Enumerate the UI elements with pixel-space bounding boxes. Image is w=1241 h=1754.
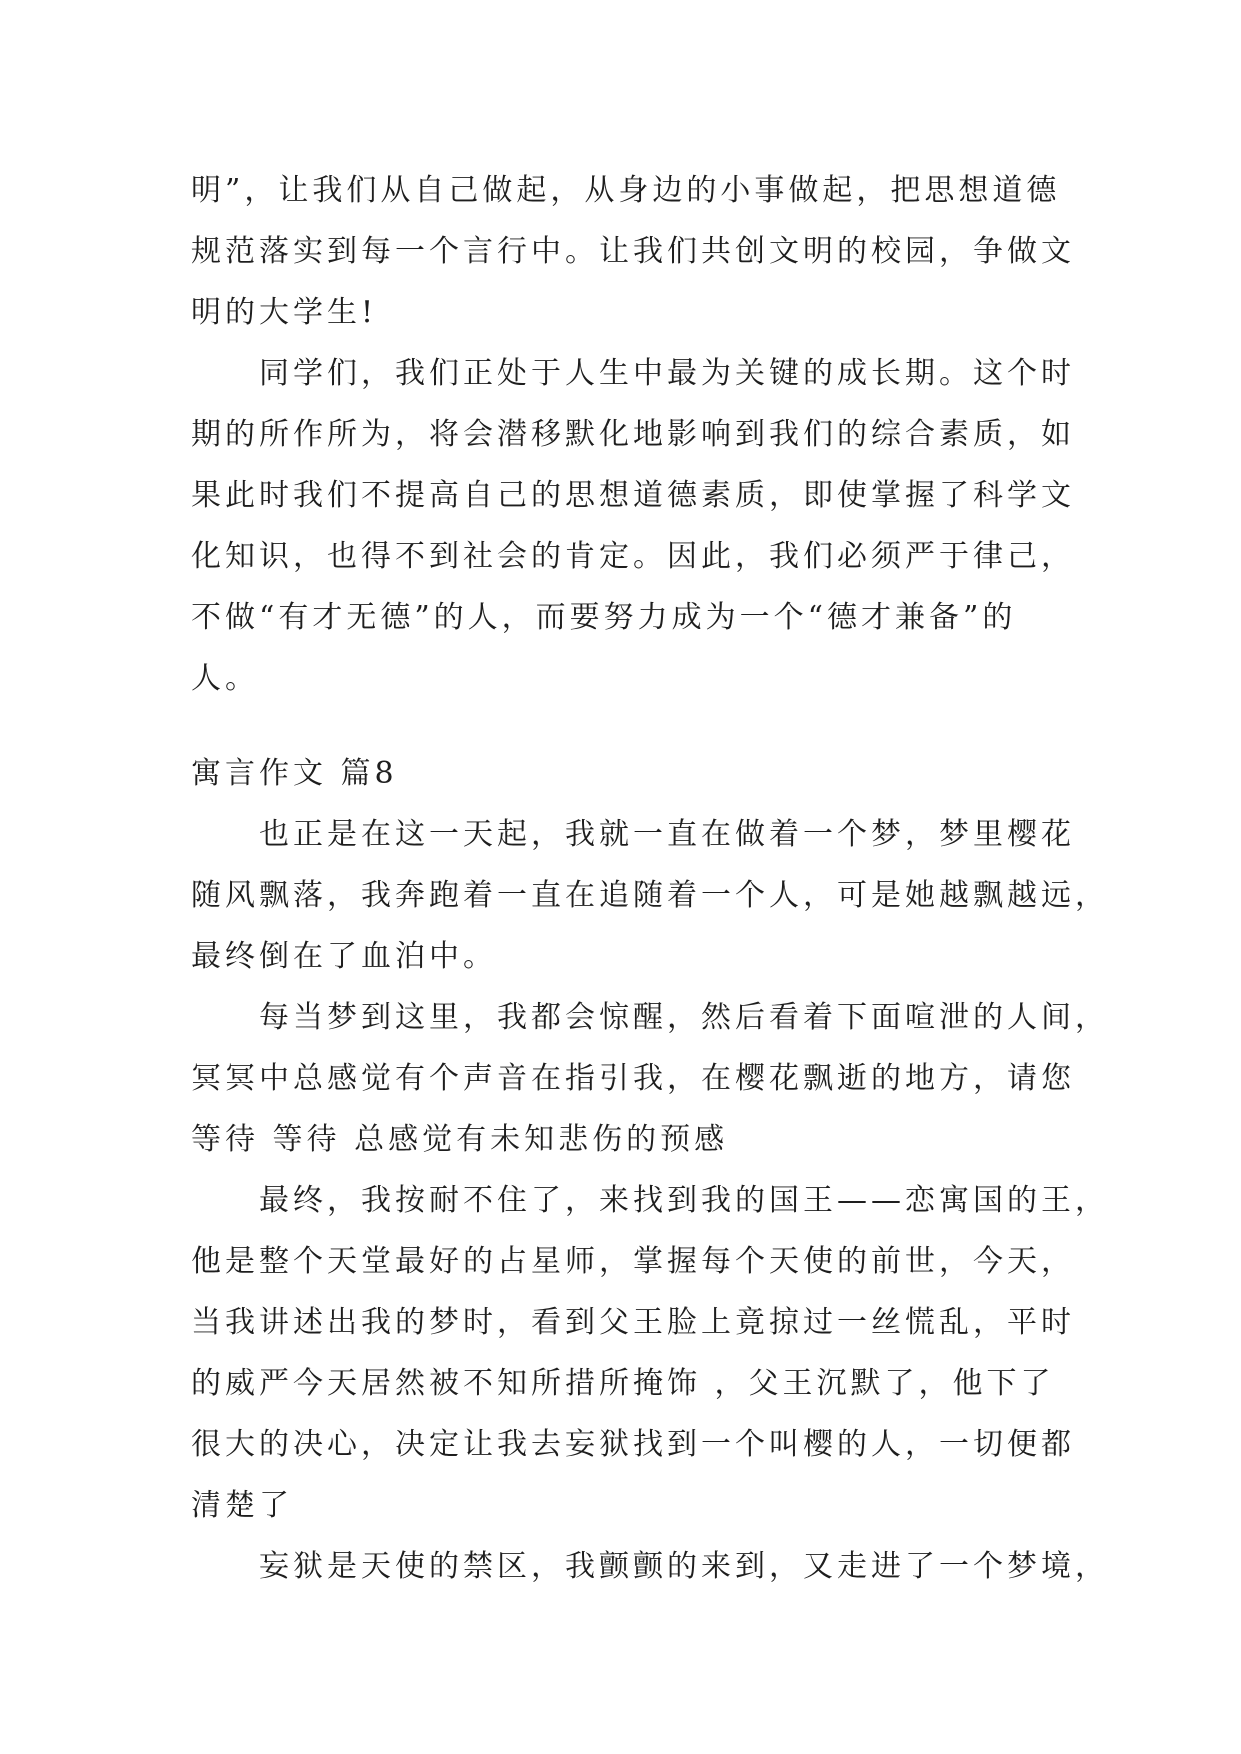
text-line: 最终，我按耐不住了，来找到我的国王——恋寓国的王， — [259, 1183, 1109, 1218]
paragraph — [191, 343, 1075, 709]
paragraph — [191, 1536, 1109, 1597]
text-line: 明的大学生! — [191, 295, 378, 330]
section-heading: 寓言作文 篇8 — [191, 756, 398, 791]
text-line: 清楚了 — [191, 1488, 293, 1523]
text-line: 随风飘落，我奔跑着一直在追随着一个人，可是她越飘越远， — [191, 878, 1109, 913]
text-line: 很大的决心，决定让我去妄狱找到一个叫樱的人，一切便都 — [191, 1427, 1075, 1462]
text-line: 他是整个天堂最好的占星师，掌握每个天使的前世，今天， — [191, 1244, 1075, 1279]
text-line: 也正是在这一天起，我就一直在做着一个梦，梦里樱花 — [259, 817, 1075, 852]
text-line: 的威严今天居然被不知所措所掩饰 ，父王沉默了，他下了 — [191, 1366, 1055, 1401]
text-line: 当我讲述出我的梦时，看到父王脸上竟掠过一丝慌乱，平时 — [191, 1305, 1075, 1340]
text-line: 最终倒在了血泊中。 — [191, 939, 497, 974]
text-line: 明”，让我们从自己做起，从身边的小事做起，把思想道德 — [191, 173, 1061, 208]
text-line: 等待 等待 总感觉有未知悲伤的预感 — [191, 1122, 729, 1157]
text-line: 规范落实到每一个言行中。让我们共创文明的校园，争做文 — [191, 234, 1075, 269]
text-line: 冥冥中总感觉有个声音在指引我，在樱花飘逝的地方，请您 — [191, 1061, 1075, 1096]
text-line: 妄狱是天使的禁区，我颤颤的来到，又走进了一个梦境， — [259, 1549, 1109, 1584]
paragraph — [191, 987, 1109, 1170]
text-line: 期的所作所为，将会潜移默化地影响到我们的综合素质，如 — [191, 417, 1075, 452]
previous-essay-ending — [191, 160, 1075, 709]
paragraph — [191, 804, 1109, 987]
text-line: 不做“有才无德”的人，而要努力成为一个“德才兼备”的 — [191, 600, 1017, 635]
essay-8-body — [191, 804, 1109, 1597]
text-line: 同学们，我们正处于人生中最为关键的成长期。这个时 — [259, 356, 1075, 391]
section-spacer — [191, 709, 1051, 743]
text-line: 化知识，也得不到社会的肯定。因此，我们必须严于律己， — [191, 539, 1075, 574]
text-line: 果此时我们不提高自己的思想道德素质，即使掌握了科学文 — [191, 478, 1075, 513]
text-line: 人。 — [191, 661, 259, 696]
document-body — [191, 160, 1109, 1597]
paragraph — [191, 1170, 1109, 1536]
text-line: 每当梦到这里，我都会惊醒，然后看着下面喧泄的人间， — [259, 1000, 1109, 1035]
paragraph — [191, 160, 1075, 343]
